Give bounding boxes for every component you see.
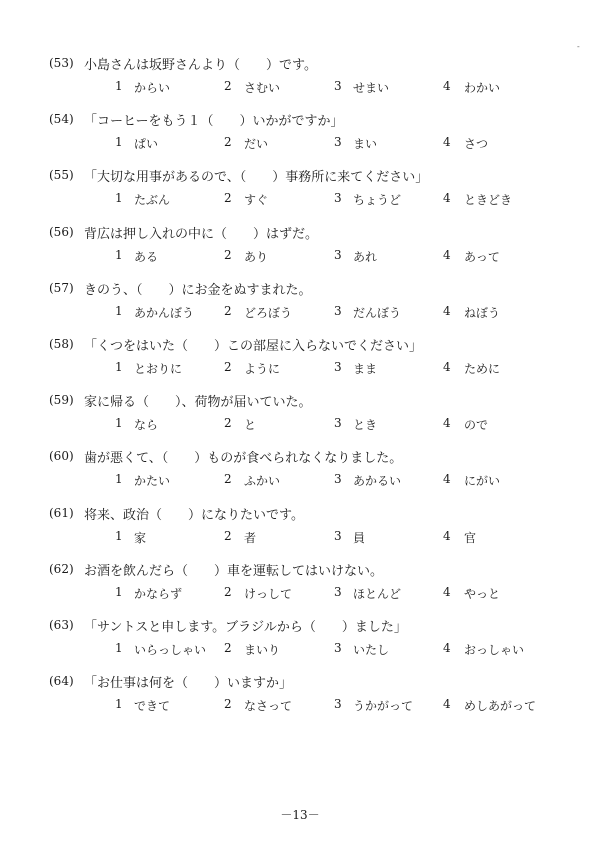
question-item — [0, 441, 600, 491]
question-number: (53) — [49, 56, 74, 70]
option-text: ので — [464, 418, 489, 433]
option-number: 2 — [224, 528, 232, 543]
question-number: (57) — [49, 280, 74, 295]
option-text: かたい — [134, 474, 171, 489]
question-item — [0, 610, 600, 660]
option-number: 2 — [224, 191, 232, 206]
option-text: あり — [244, 249, 269, 264]
option-number: 4 — [443, 697, 451, 712]
option-number: 3 — [334, 360, 342, 374]
option-text: なさって — [244, 699, 293, 714]
option-text: ちょうど — [353, 193, 402, 208]
option-number: 2 — [224, 584, 232, 599]
option-number: 1 — [115, 528, 123, 543]
option-text: ある — [134, 249, 159, 264]
option-number: 3 — [334, 641, 342, 655]
option-number: 4 — [443, 416, 451, 431]
option-number: 1 — [115, 247, 123, 262]
option-text: まいり — [244, 643, 281, 657]
option-number: 3 — [334, 697, 342, 712]
option-text: 官 — [464, 530, 477, 545]
question-item — [0, 329, 600, 379]
option-number: 4 — [443, 528, 451, 543]
question-item — [0, 273, 600, 323]
option-number: 1 — [115, 472, 123, 487]
option-number: 4 — [443, 303, 451, 318]
question-number: (56) — [49, 224, 74, 239]
option-number: 3 — [334, 191, 342, 206]
option-text: やっと — [464, 586, 501, 601]
option-text: わかい — [464, 81, 501, 95]
option-text: ときどき — [464, 193, 513, 208]
option-text: せまい — [353, 81, 390, 95]
option-number: 1 — [115, 584, 123, 599]
option-text: ふかい — [244, 474, 281, 489]
option-number: 4 — [443, 472, 451, 487]
option-text: ほとんど — [353, 586, 402, 601]
option-text: とおりに — [134, 362, 183, 376]
option-number: 4 — [443, 360, 451, 374]
option-number: 3 — [334, 416, 342, 431]
option-number: 1 — [115, 303, 123, 318]
option-text: だい — [244, 137, 269, 152]
option-number: 3 — [334, 79, 342, 93]
option-number: 1 — [115, 79, 123, 93]
option-number: 2 — [224, 303, 232, 318]
option-text: ために — [464, 362, 501, 376]
option-number: 4 — [443, 584, 451, 599]
question-text: 「サントスと申します。ブラジルから（ ）ました」 — [84, 620, 407, 635]
question-text: 「大切な用事があるので、（ ）事務所に来てください」 — [84, 170, 429, 186]
option-number: 2 — [224, 416, 232, 431]
option-number: 2 — [224, 79, 232, 93]
option-text: すぐ — [244, 193, 269, 208]
option-number: 1 — [115, 697, 123, 712]
question-text: 歯が悪くて、（ ）ものが食べられなくなりました。 — [84, 451, 403, 467]
option-text: たぶん — [134, 193, 171, 208]
page-number: －13－ — [280, 808, 320, 822]
option-number: 4 — [443, 191, 451, 206]
option-number: 4 — [443, 247, 451, 262]
question-item — [0, 666, 600, 716]
question-number: (62) — [49, 561, 74, 576]
option-text: めしあがって — [464, 699, 537, 714]
option-number: 4 — [443, 641, 451, 655]
option-number: 4 — [443, 135, 451, 150]
option-number: 2 — [224, 135, 232, 150]
question-text: 家に帰る（ ）、荷物が届いていた。 — [84, 395, 312, 411]
question-number: (64) — [49, 674, 74, 689]
option-number: 3 — [334, 528, 342, 543]
question-item — [0, 385, 600, 435]
option-text: だんぼう — [353, 305, 402, 320]
option-text: 員 — [353, 530, 366, 545]
question-number: (55) — [49, 168, 74, 183]
option-number: 3 — [334, 303, 342, 318]
question-text: 「くつをはいた（ ）この部屋に入らないでください」 — [84, 339, 423, 354]
option-number: 1 — [115, 416, 123, 431]
question-text: 将来、政治（ ）になりたいです。 — [84, 507, 304, 523]
option-number: 2 — [224, 360, 232, 374]
option-text: いらっしゃい — [134, 643, 207, 657]
option-number: 2 — [224, 247, 232, 262]
option-number: 2 — [224, 472, 232, 487]
question-item — [0, 554, 600, 604]
option-text: 家 — [134, 530, 147, 545]
option-text: にがい — [464, 474, 501, 489]
question-text: お酒を飲んだら（ ）車を運転してはいけない。 — [84, 563, 384, 579]
option-number: 1 — [115, 135, 123, 150]
question-text: きのう、（ ）にお金をぬすまれた。 — [84, 282, 312, 298]
option-number: 3 — [334, 472, 342, 487]
option-text: と — [244, 418, 257, 433]
option-text: ぱい — [134, 137, 159, 152]
option-text: さむい — [244, 81, 281, 95]
option-number: 3 — [334, 247, 342, 262]
question-text: 背広は押し入れの中に（ ）はずだ。 — [84, 226, 319, 242]
question-number: (60) — [49, 449, 74, 464]
question-item — [0, 160, 600, 210]
corner-mark: - — [577, 42, 580, 51]
option-number: 1 — [115, 360, 123, 374]
option-text: まい — [353, 137, 378, 152]
option-text: まま — [353, 362, 378, 376]
option-text: とき — [353, 418, 378, 433]
option-number: 2 — [224, 641, 232, 655]
option-text: 者 — [244, 530, 257, 545]
option-number: 2 — [224, 697, 232, 712]
option-number: 3 — [334, 584, 342, 599]
option-number: 4 — [443, 79, 451, 93]
option-text: なら — [134, 418, 159, 433]
question-item — [0, 48, 600, 98]
option-text: あれ — [353, 249, 378, 264]
question-number: (58) — [49, 337, 74, 351]
option-text: あかるい — [353, 474, 402, 489]
question-item — [0, 217, 600, 267]
question-number: (54) — [49, 112, 74, 127]
option-text: あって — [464, 249, 500, 264]
question-number: (59) — [49, 393, 74, 408]
option-text: できて — [134, 699, 171, 714]
question-item — [0, 104, 600, 154]
option-text: うかがって — [353, 699, 414, 714]
option-text: ねぼう — [464, 305, 501, 320]
option-text: ように — [244, 362, 281, 376]
question-text: 「お仕事は何を（ ）いますか」 — [84, 676, 293, 692]
option-text: おっしゃい — [464, 643, 525, 657]
question-text: 「コーヒーをもう１（ ）いかがですか」 — [84, 114, 344, 130]
question-item — [0, 498, 600, 548]
option-text: どろぼう — [244, 305, 293, 320]
question-number: (61) — [49, 505, 74, 520]
option-text: かならず — [134, 586, 183, 601]
question-number: (63) — [49, 618, 74, 632]
option-text: いたし — [353, 643, 390, 657]
question-text: 小島さんは坂野さんより（ ）です。 — [84, 58, 317, 73]
option-number: 3 — [334, 135, 342, 150]
option-number: 1 — [115, 641, 123, 655]
option-text: からい — [134, 81, 171, 95]
option-number: 1 — [115, 191, 123, 206]
option-text: けっして — [244, 586, 293, 601]
option-text: さつ — [464, 137, 489, 152]
option-text: あかんぼう — [134, 305, 195, 320]
